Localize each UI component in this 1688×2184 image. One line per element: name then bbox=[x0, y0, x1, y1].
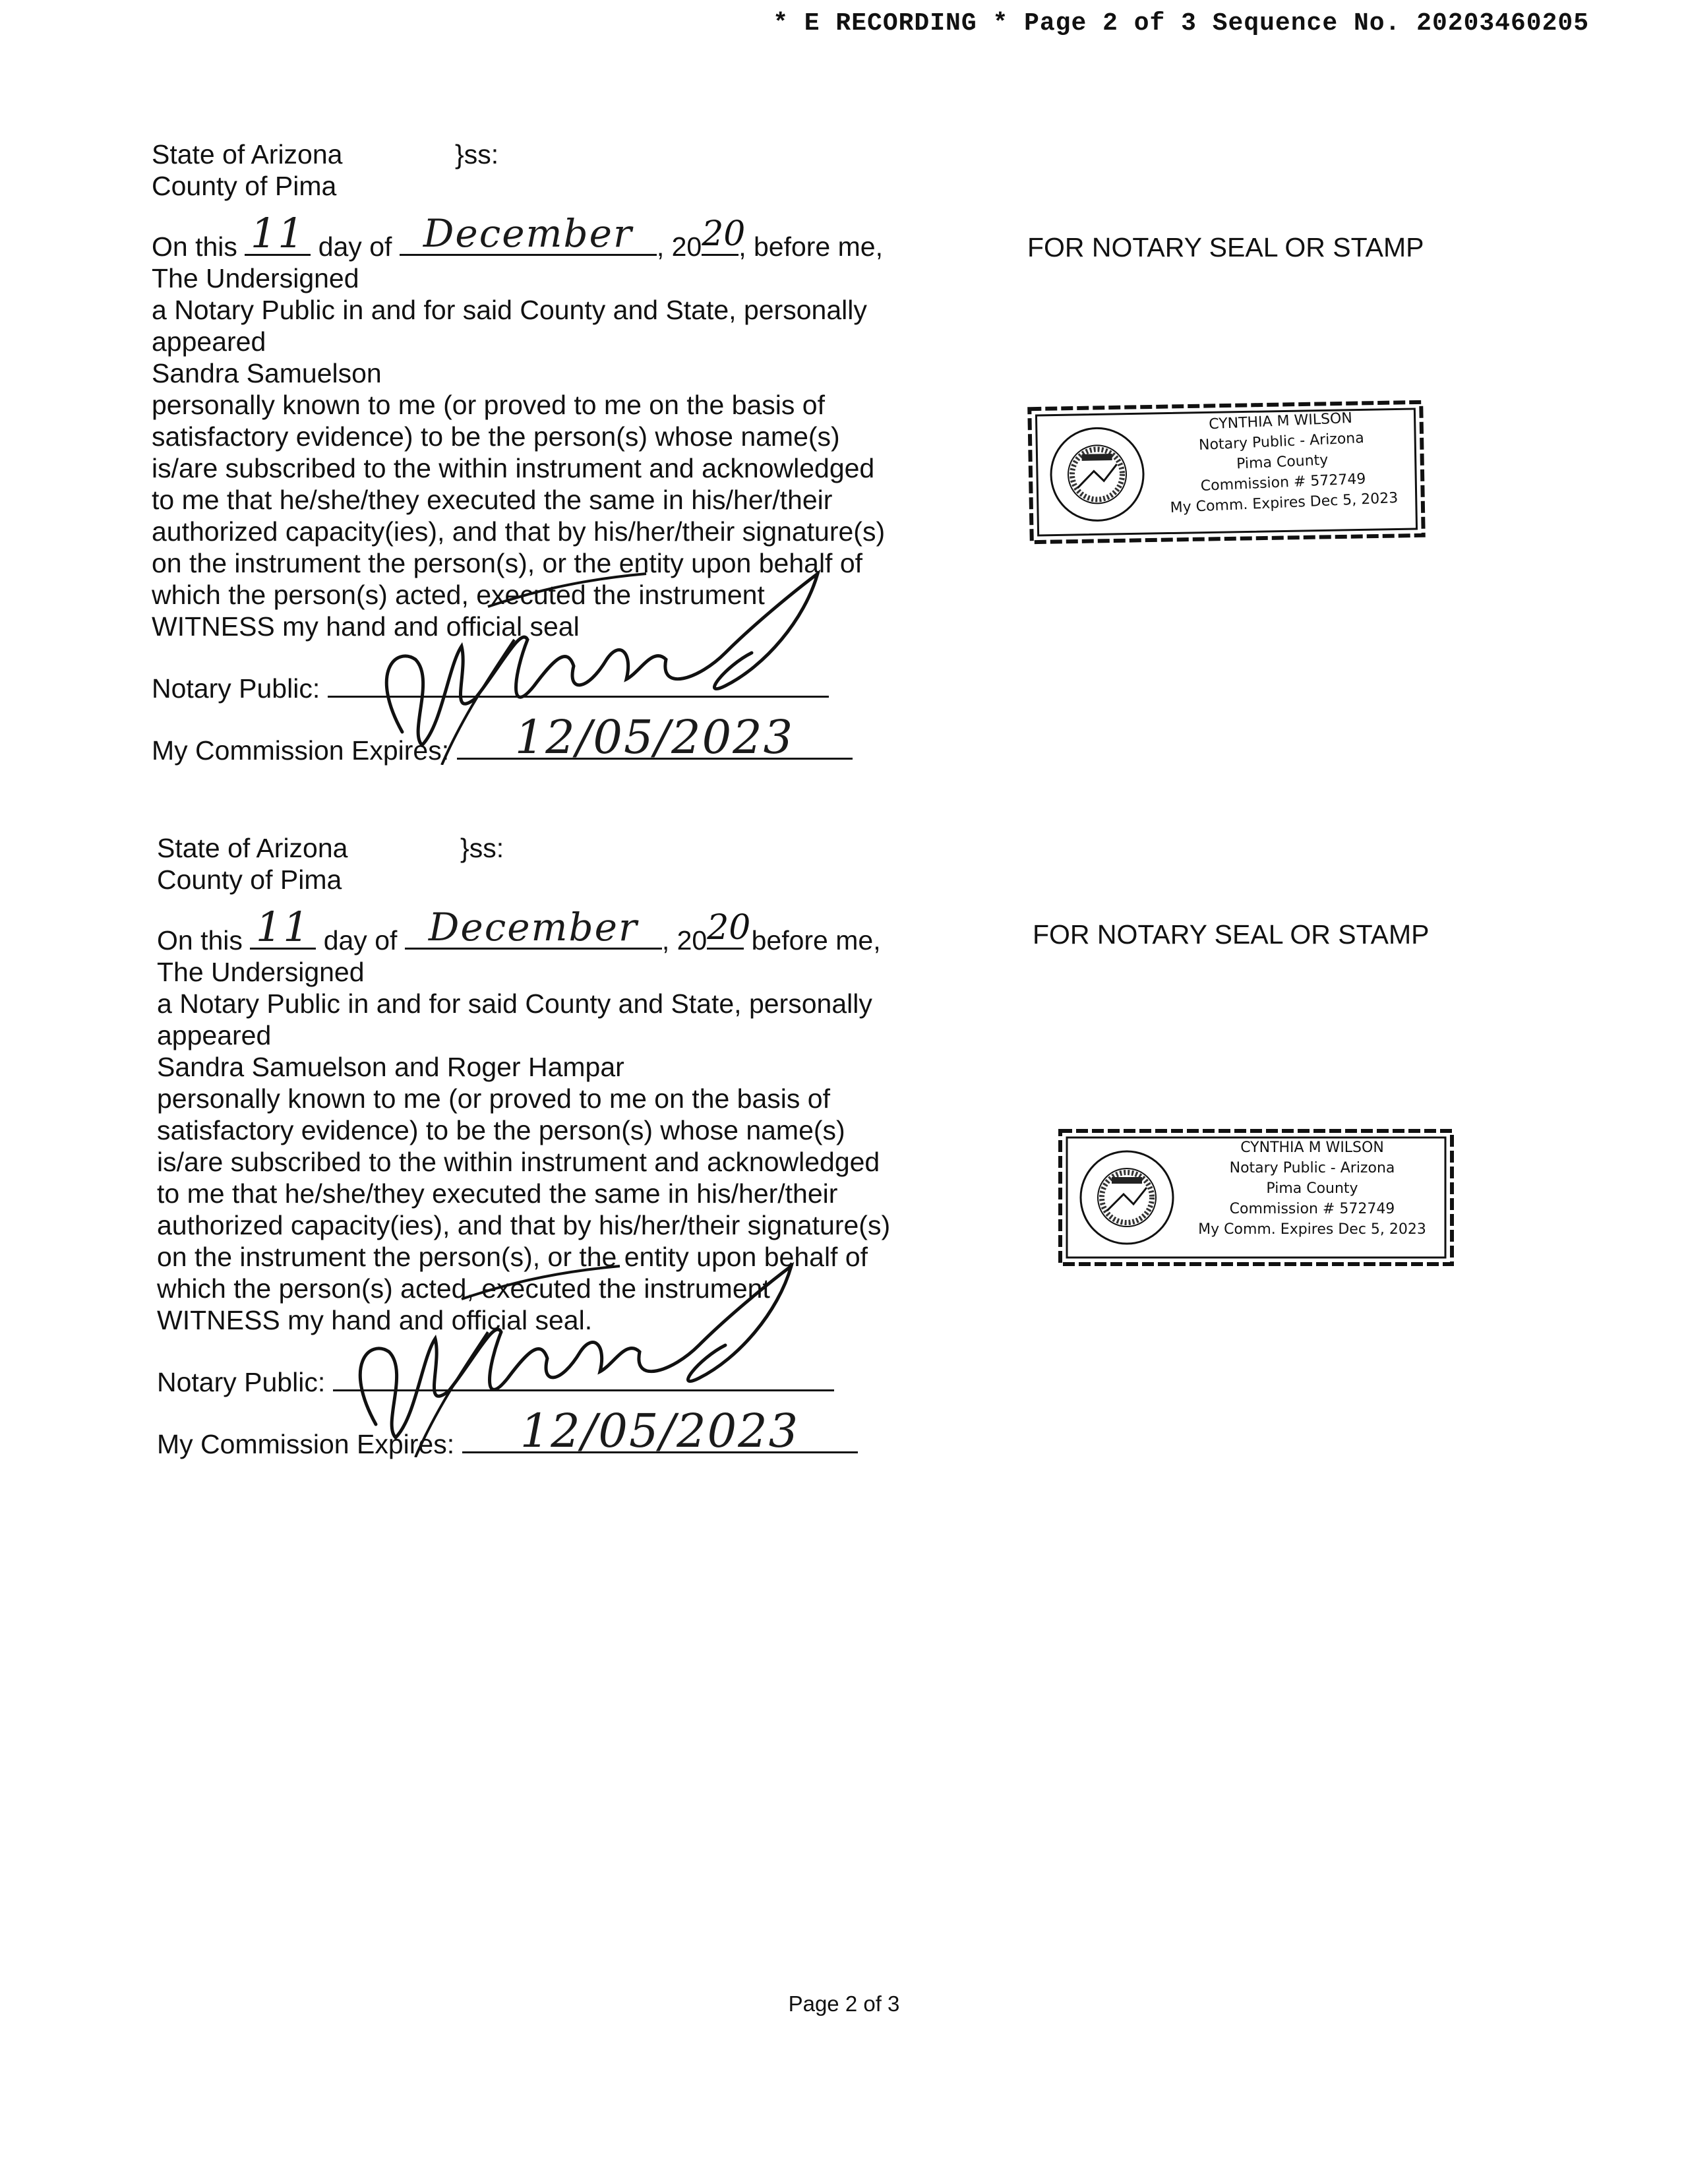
county-name: County of Pima bbox=[157, 864, 342, 895]
body-line: on the instrument the person(s), or the entity upon behalf of bbox=[157, 1242, 868, 1272]
great-seal-icon bbox=[1077, 1148, 1176, 1247]
commission-date-handwritten: 12/05/2023 bbox=[514, 710, 795, 764]
undersigned-line: The Undersigned bbox=[152, 263, 359, 293]
on-this-label: On this bbox=[152, 231, 237, 262]
notary-stamp-1 bbox=[1024, 396, 1429, 549]
day-of-label: day of bbox=[323, 925, 398, 956]
month-field bbox=[400, 211, 657, 256]
body-line: on the instrument the person(s), or the entity upon behalf of bbox=[152, 548, 863, 578]
undersigned-line: The Undersigned bbox=[157, 957, 365, 987]
seal-label-2: FOR NOTARY SEAL OR STAMP bbox=[1033, 919, 1430, 950]
stamp-commission: Commission # 572749 bbox=[1229, 1201, 1395, 1217]
appeared-names: Sandra Samuelson bbox=[152, 358, 382, 388]
stamp-county: Pima County bbox=[1236, 452, 1329, 473]
ss-mark: }ss: bbox=[455, 139, 499, 169]
year-prefix: , 20 bbox=[656, 231, 702, 262]
stamp-county: Pima County bbox=[1266, 1180, 1358, 1197]
county-name: County of Pima bbox=[152, 171, 337, 201]
body-line: which the person(s) acted, executed the instrument bbox=[157, 1273, 770, 1304]
body-line: is/are subscribed to the within instrument and acknowledged bbox=[157, 1147, 880, 1177]
page-footer: Page 2 of 3 bbox=[788, 1991, 900, 2016]
notary-signature-1 bbox=[356, 567, 897, 765]
notary-line-2: appeared bbox=[157, 1020, 272, 1050]
body-line: authorized capacity(ies), and that by his/her/their signature(s) bbox=[152, 516, 886, 547]
stamp-expires: My Comm. Expires Dec 5, 2023 bbox=[1170, 489, 1399, 516]
body-line: personally known to me (or proved to me on the basis of bbox=[152, 390, 825, 420]
commission-date-handwritten: 12/05/2023 bbox=[520, 1404, 800, 1458]
stamp-text bbox=[1142, 405, 1423, 519]
day-handwritten: 11 bbox=[255, 903, 311, 951]
notary-line-2: appeared bbox=[152, 326, 266, 357]
body-line: to me that he/she/they executed the same in his/her/their bbox=[152, 485, 833, 515]
day-handwritten: 11 bbox=[250, 209, 305, 257]
great-seal-icon bbox=[1047, 424, 1148, 525]
commission-label: My Commission Expires: bbox=[152, 735, 450, 766]
body-line: satisfactory evidence) to be the person(s) whose name(s) bbox=[152, 421, 840, 452]
stamp-text bbox=[1174, 1138, 1451, 1240]
year-handwritten: 20 bbox=[707, 908, 751, 948]
body-line: personally known to me (or proved to me on the basis of bbox=[157, 1083, 830, 1114]
state-name: State of Arizona bbox=[152, 139, 343, 169]
stamp-expires: My Comm. Expires Dec 5, 2023 bbox=[1198, 1221, 1426, 1238]
notary-line-1: a Notary Public in and for said County and State, personally bbox=[157, 988, 872, 1019]
appeared-names: Sandra Samuelson and Roger Hampar bbox=[157, 1052, 624, 1082]
commission-label: My Commission Expires: bbox=[157, 1429, 455, 1459]
state-line bbox=[152, 138, 917, 170]
year-field bbox=[707, 908, 751, 950]
day-of-label: day of bbox=[318, 231, 392, 262]
state-line bbox=[157, 832, 922, 864]
body-line: WITNESS my hand and official seal bbox=[152, 611, 580, 642]
date-line bbox=[152, 209, 917, 262]
year-prefix: , 20 bbox=[661, 925, 708, 956]
notary-public-label: Notary Public: bbox=[157, 1367, 326, 1397]
before-me-label: , before me, bbox=[738, 231, 883, 262]
body-line: authorized capacity(ies), and that by his/her/their signature(s) bbox=[157, 1210, 891, 1240]
year-field bbox=[702, 214, 746, 256]
body-line: is/are subscribed to the within instrument and acknowledged bbox=[152, 453, 875, 483]
body-line: WITNESS my hand and official seal. bbox=[157, 1305, 593, 1335]
notary-line-1: a Notary Public in and for said County and State, personally bbox=[152, 295, 867, 325]
body-line: to me that he/she/they executed the same in his/her/their bbox=[157, 1178, 838, 1209]
before-me-label: before me, bbox=[744, 925, 881, 956]
month-handwritten: December bbox=[423, 211, 633, 256]
date-line bbox=[157, 903, 922, 956]
day-field bbox=[250, 903, 316, 951]
stamp-title: Notary Public - Arizona bbox=[1198, 430, 1365, 454]
state-name: State of Arizona bbox=[157, 833, 348, 863]
month-handwritten: December bbox=[428, 905, 638, 950]
on-this-label: On this bbox=[157, 925, 243, 956]
year-handwritten: 20 bbox=[702, 214, 746, 254]
ss-mark: }ss: bbox=[460, 833, 504, 863]
month-field bbox=[405, 905, 662, 950]
stamp-title: Notary Public - Arizona bbox=[1229, 1160, 1395, 1176]
recording-header: * E RECORDING * Page 2 of 3 Sequence No. 20203460205 bbox=[773, 9, 1589, 38]
notary-public-label: Notary Public: bbox=[152, 673, 320, 704]
day-field bbox=[245, 209, 311, 257]
body-line: satisfactory evidence) to be the person(s) whose name(s) bbox=[157, 1115, 845, 1145]
seal-label-1: FOR NOTARY SEAL OR STAMP bbox=[1027, 232, 1424, 262]
stamp-commission: Commission # 572749 bbox=[1200, 471, 1366, 495]
notary-stamp-2 bbox=[1055, 1124, 1457, 1271]
stamp-name: CYNTHIA M WILSON bbox=[1240, 1139, 1384, 1156]
body-line: which the person(s) acted, executed the instrument bbox=[152, 580, 765, 610]
stamp-name: CYNTHIA M WILSON bbox=[1208, 410, 1353, 433]
notary-signature-2 bbox=[330, 1259, 870, 1457]
